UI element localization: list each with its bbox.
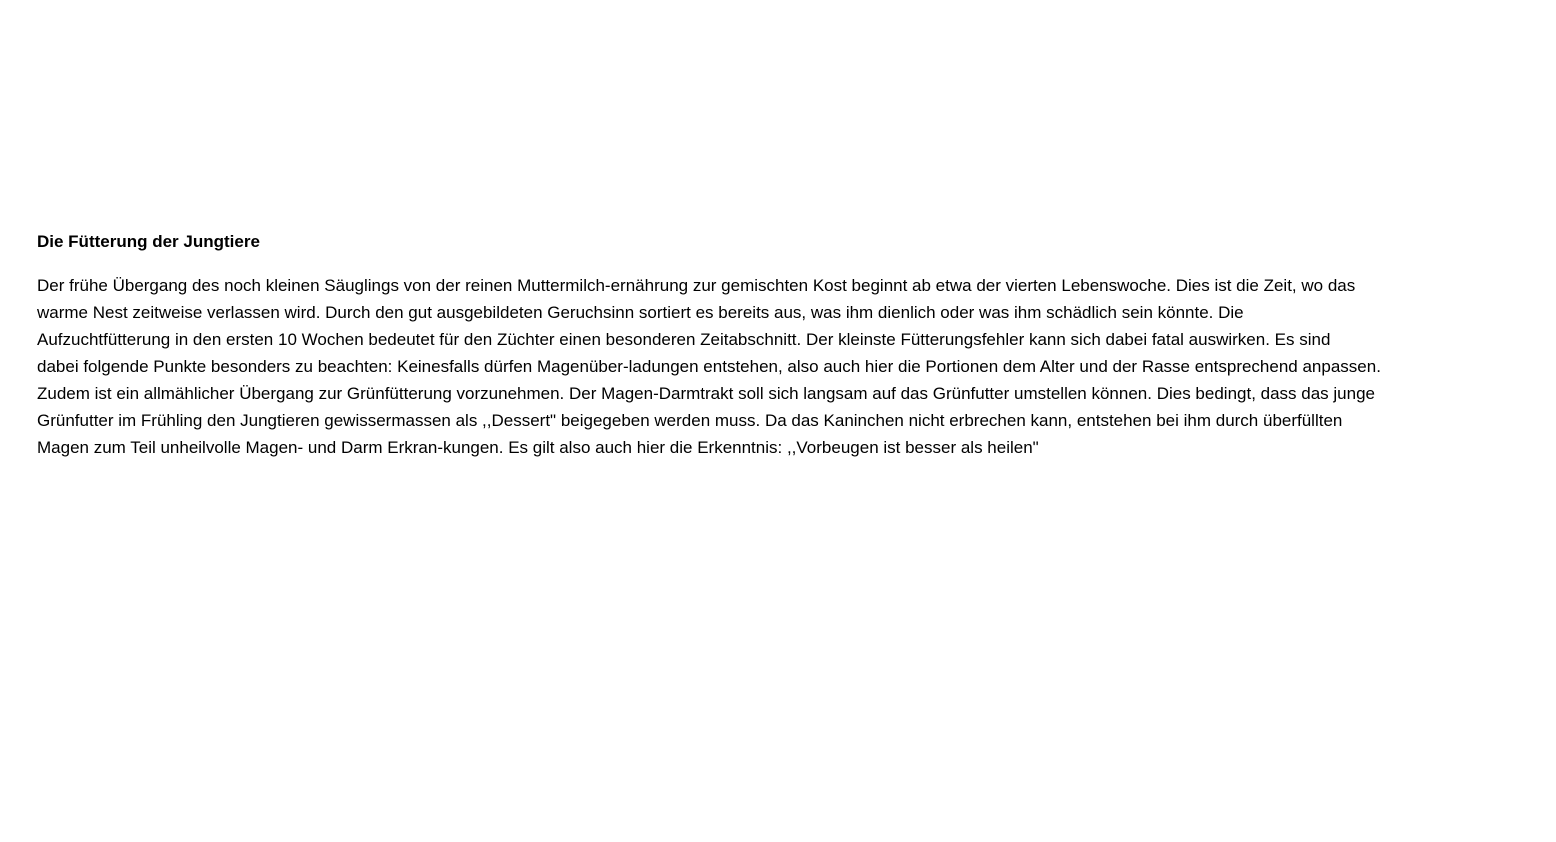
paragraph-line: Zudem ist ein allmählicher Übergang zur Grünfütterung vorzunehmen. Der Magen-Darmtrakt soll sich langsam auf das Grünfutter umstellen können. Dies bedingt, dass das junge xyxy=(37,384,1376,403)
body-paragraph xyxy=(37,272,1527,461)
section-heading: Die Fütterung der Jungtiere xyxy=(37,232,260,251)
paragraph-line: warme Nest zeitweise verlassen wird. Durch den gut ausgebildeten Geruchsinn sortiert es bereits aus, was ihm dienlich oder was ihm schädlich sein könnte. Die xyxy=(37,303,1244,322)
paragraph-line: Grünfutter im Frühling den Jungtieren gewissermassen als ,,Dessert" beigegeben werden muss. Da das Kaninchen nicht erbrechen kann, entstehen bei ihm durch überfüllten xyxy=(37,411,1343,430)
paragraph-line: Magen zum Teil unheilvolle Magen- und Darm Erkran-kungen. Es gilt also auch hier die Erkenntnis: ,,Vorbeugen ist besser als heilen" xyxy=(37,438,1039,457)
paragraph-line: Aufzuchtfütterung in den ersten 10 Wochen bedeutet für den Züchter einen besonderen Zeitabschnitt. Der kleinste Fütterungsfehler kann sich dabei fatal auswirken. Es sind xyxy=(37,330,1331,349)
document-body xyxy=(37,231,1527,461)
paragraph-line: dabei folgende Punkte besonders zu beachten: Keinesfalls dürfen Magenüber-ladungen entstehen, also auch hier die Portionen dem Alter und der Rasse entsprechend anpassen. xyxy=(37,357,1381,376)
paragraph-line: Der frühe Übergang des noch kleinen Säuglings von der reinen Muttermilch-ernährung zur gemischten Kost beginnt ab etwa der vierten Lebenswoche. Dies ist die Zeit, wo das xyxy=(37,276,1356,295)
